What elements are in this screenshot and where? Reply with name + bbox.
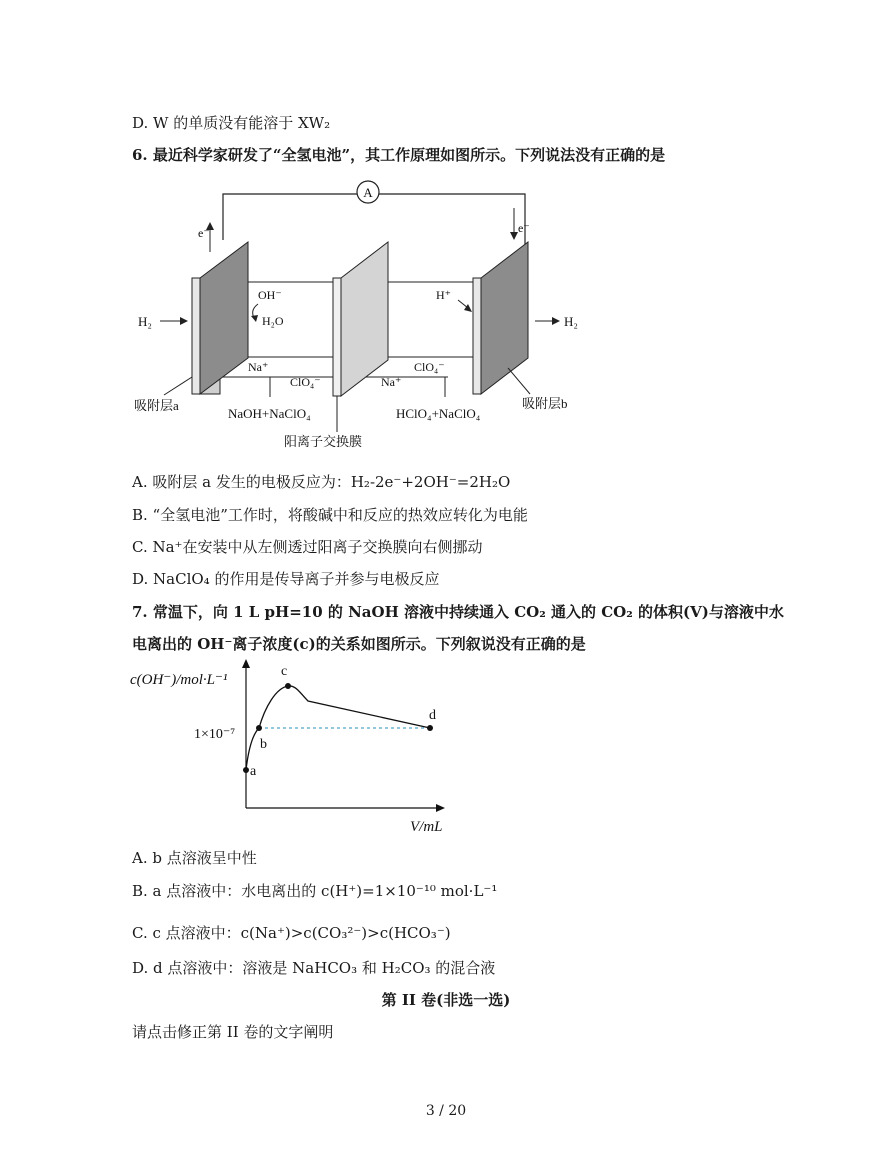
y-axis-label: c(OH⁻)/mol·L⁻¹ bbox=[130, 672, 228, 688]
q6-option-a: A. 吸附层 a 发生的电极反应为：H₂-2e⁻+2OH⁻=2H₂O bbox=[132, 473, 511, 491]
h-plus-label: H⁺ bbox=[436, 288, 451, 302]
point-a bbox=[243, 767, 249, 773]
ammeter-label: A bbox=[363, 185, 373, 200]
right-solution-label: HClO₄+NaClO₄ bbox=[396, 406, 481, 421]
electron-right: e⁻ bbox=[518, 221, 530, 235]
q6-stem: 6. 最近科学家研发了“全氢电池”，其工作原理如图所示。下列说法没有正确的是 bbox=[132, 146, 666, 164]
q7-stem-line2: 电离出的 OH⁻离子浓度(c)的关系如图所示。下列叙说没有正确的是 bbox=[132, 635, 586, 653]
arrow-down-icon bbox=[510, 232, 518, 240]
cation-membrane bbox=[333, 278, 341, 396]
h2o-label: H₂O bbox=[262, 314, 284, 328]
point-c-label: c bbox=[281, 664, 288, 679]
point-a-label: a bbox=[250, 764, 257, 779]
point-b-label: b bbox=[260, 737, 267, 752]
oh-label: OH⁻ bbox=[258, 288, 282, 302]
q7-option-b: B. a 点溶液中：水电离出的 c(H⁺)=1×10⁻¹⁰ mol·L⁻¹ bbox=[132, 882, 498, 900]
y-axis-arrow-icon bbox=[242, 659, 250, 668]
membrane-label: 阳离子交换膜 bbox=[284, 434, 363, 449]
q7-chart bbox=[128, 655, 468, 840]
q7-option-c: C. c 点溶液中：c(Na⁺)>c(CO₃²⁻)>c(HCO₃⁻) bbox=[132, 924, 451, 942]
clo4-right-label: ClO₄⁻ bbox=[414, 360, 445, 374]
electrode-b bbox=[473, 278, 481, 394]
circuit-wire bbox=[223, 194, 525, 258]
point-d-label: d bbox=[429, 708, 436, 723]
section-title: 第 II 卷(非选一选) bbox=[381, 991, 511, 1009]
q6-option-c: C. Na⁺在安装中从左侧透过阳离子交换膜向右侧挪动 bbox=[132, 538, 483, 556]
h2-in-label: H₂ bbox=[138, 314, 152, 329]
arrow-right-icon bbox=[552, 317, 560, 325]
h2-out-label: H₂ bbox=[564, 314, 578, 329]
x-axis-label: V/mL bbox=[410, 819, 443, 835]
q7-option-a: A. b 点溶液呈中性 bbox=[132, 849, 257, 867]
q5-option-d: D. W 的单质没有能溶于 XW₂ bbox=[132, 114, 331, 132]
point-b bbox=[256, 725, 262, 731]
clo4-left-label: ClO₄⁻ bbox=[290, 375, 321, 389]
na-left-label: Na⁺ bbox=[248, 360, 269, 374]
page-number: 3 / 20 bbox=[425, 1103, 467, 1119]
na-right-label: Na⁺ bbox=[381, 375, 402, 389]
q6-option-b: B. “全氢电池”工作时，将酸碱中和反应的热效应转化为电能 bbox=[132, 506, 528, 524]
q6-option-d: D. NaClO₄ 的作用是传导离子并参与电极反应 bbox=[132, 570, 440, 588]
section-note: 请点击修正第 II 卷的文字阐明 bbox=[132, 1023, 334, 1041]
x-axis-arrow-icon bbox=[436, 804, 445, 812]
point-d bbox=[427, 725, 433, 731]
q7-stem-line1: 7. 常温下，向 1 L pH=10 的 NaOH 溶液中持续通入 CO₂ 通入的 CO₂ 的体积(V)与溶液中水 bbox=[132, 603, 784, 621]
electron-left: e⁻ bbox=[198, 226, 210, 240]
adsorb-b-label: 吸附层b bbox=[522, 396, 568, 411]
q7-option-d: D. d 点溶液中：溶液是 NaHCO₃ 和 H₂CO₃ 的混合液 bbox=[132, 959, 496, 977]
point-c bbox=[285, 683, 291, 689]
adsorb-a-label: 吸附层a bbox=[134, 398, 179, 413]
battery-diagram bbox=[130, 172, 600, 457]
left-solution-label: NaOH+NaClO₄ bbox=[228, 406, 311, 421]
reference-label: 1×10⁻⁷ bbox=[194, 727, 236, 742]
arrow-right-icon bbox=[180, 317, 188, 325]
